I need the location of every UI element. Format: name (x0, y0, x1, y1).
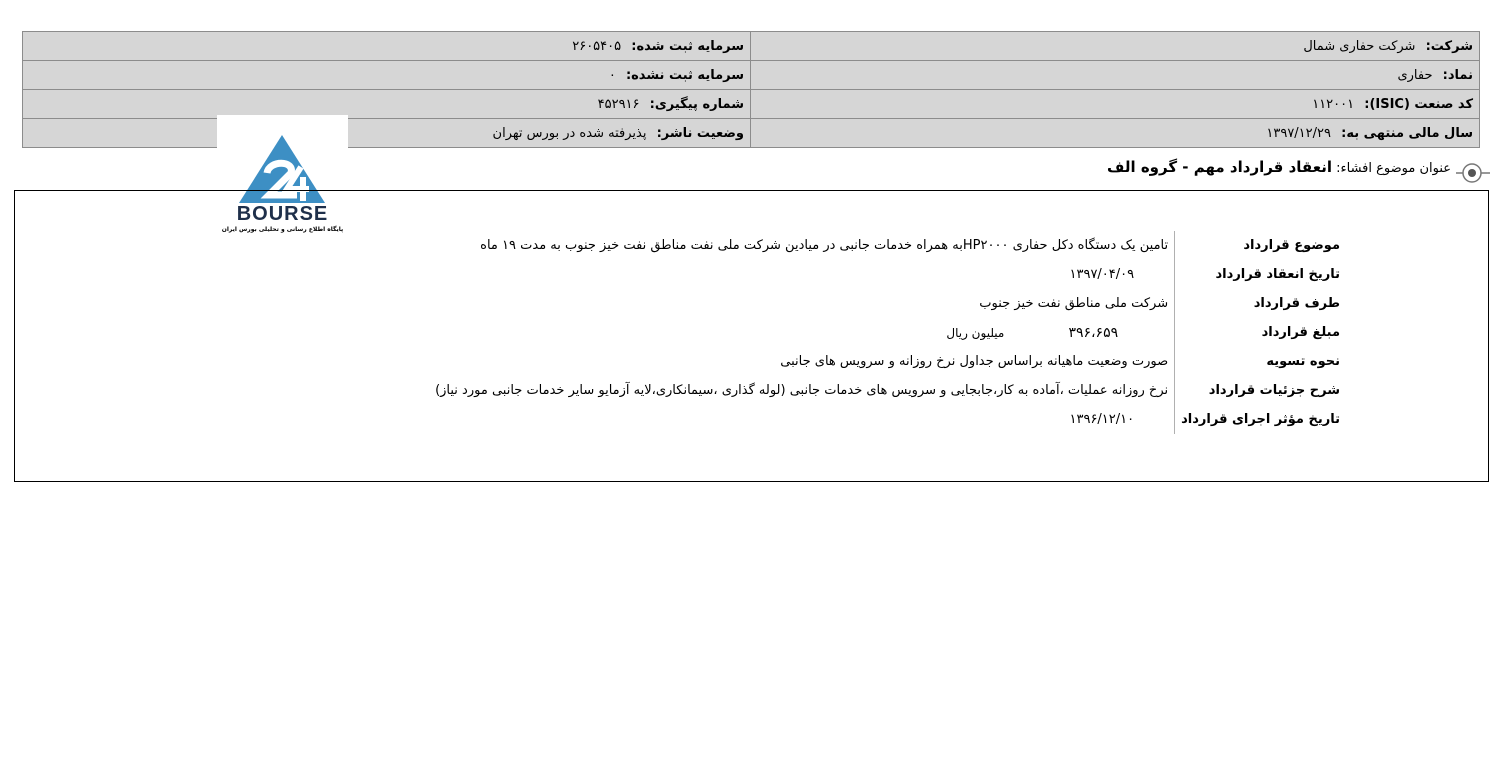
tracking-value: ۴۵۲۹۱۶ (597, 96, 640, 112)
subject-label: عنوان موضوع افشاء: (1336, 161, 1451, 176)
contract-date-value: ۱۳۹۷/۰۴/۰۹ (1069, 267, 1135, 282)
symbol-cell (751, 61, 1480, 90)
info-row (23, 61, 1480, 90)
publisher-status-label: وضعیت ناشر: (656, 125, 744, 141)
logo-wordmark: BOURSE (236, 203, 329, 225)
registered-capital-cell (23, 32, 751, 61)
publisher-status-value: پذیرفته شده در بورس تهران (492, 125, 647, 141)
contract-date-label: تاریخ انعقاد قرارداد (1175, 260, 1346, 289)
contract-amount-unit: میلیون ریال (946, 325, 1005, 340)
disclosure-subject (1107, 158, 1451, 176)
contract-amount-value: ۳۹۶،۶۵۹ (1068, 324, 1119, 341)
publisher-status-cell (23, 119, 751, 148)
isic-value: ۱۱۲۰۰۱ (1312, 96, 1355, 112)
isic-label: کد صنعت (ISIC): (1364, 96, 1473, 112)
contract-party-label: طرف قرارداد (1175, 289, 1346, 318)
detail-row (429, 260, 1346, 289)
detail-row (429, 376, 1346, 405)
settlement-label: نحوه تسویه (1175, 347, 1346, 376)
contract-amount-cell (429, 318, 1175, 347)
contract-subject-label: موضوع قرارداد (1175, 231, 1346, 260)
contract-amount-label: مبلغ قرارداد (1175, 318, 1346, 347)
subject-title: انعقاد قرارداد مهم - گروه الف (1106, 158, 1332, 176)
contract-details-table (429, 231, 1346, 434)
symbol-value: حفاری (1397, 67, 1433, 83)
unregistered-capital-label: سرمایه ثبت نشده: (625, 67, 744, 83)
fiscal-year-cell (751, 119, 1480, 148)
registered-capital-value: ۲۶۰۵۴۰۵ (572, 38, 622, 54)
fiscal-year-label: سال مالی منتهی به: (1341, 125, 1473, 141)
company-value: شرکت حفاری شمال (1303, 38, 1416, 54)
detail-row (429, 289, 1346, 318)
unregistered-capital-cell (23, 61, 751, 90)
logo-tagline: پایگاه اطلاع رسانی و تحلیلی بورس ایران (221, 226, 344, 233)
contract-subject-value: تامین یک دستگاه دکل حفاری HP۲۰۰۰به همراه خدمات جانبی در میادین شرکت ملی نفت مناطق نفت خیز جنوب به مدت ۱۹ ماه (480, 238, 1169, 253)
company-cell (751, 32, 1480, 61)
tracking-label: شماره پیگیری: (649, 96, 744, 112)
unregistered-capital-value: ۰ (608, 67, 616, 83)
fiscal-year-value: ۱۳۹۷/۱۲/۲۹ (1266, 125, 1331, 141)
detail-row (429, 318, 1346, 347)
tracking-cell (23, 90, 751, 119)
contract-party-value: شرکت ملی مناطق نفت خیز جنوب (979, 296, 1169, 311)
description-label: شرح جزئیات قرارداد (1175, 376, 1346, 405)
detail-row (429, 405, 1346, 434)
effective-date-label: تاریخ مؤثر اجرای قرارداد (1175, 405, 1346, 434)
company-label: شرکت: (1425, 38, 1473, 54)
isic-cell (751, 90, 1480, 119)
symbol-label: نماد: (1442, 67, 1473, 83)
settlement-value: صورت وضعیت ماهیانه براساس جداول نرخ روزانه و سرویس های جانبی (780, 354, 1169, 369)
info-row (23, 32, 1480, 61)
detail-row (429, 347, 1346, 376)
target-icon (1456, 160, 1490, 186)
effective-date-value: ۱۳۹۶/۱۲/۱۰ (1069, 412, 1135, 427)
detail-row (429, 231, 1346, 260)
registered-capital-label: سرمایه ثبت شده: (631, 38, 744, 54)
contract-details-panel (14, 190, 1489, 482)
description-value: نرخ روزانه عملیات ،آماده به کار،جابجایی و سرویس های خدمات جانبی (لوله گذاری ،سیمانکاری،لایه آزمایو سایر خدمات جانبی مورد نیاز) (435, 383, 1169, 398)
